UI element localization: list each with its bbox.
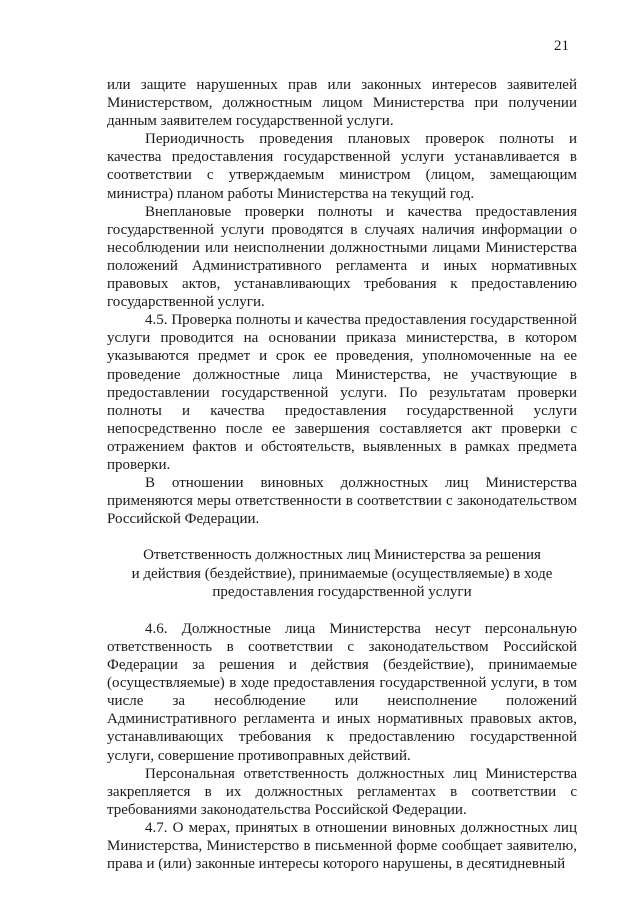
- section-heading-line-3: предоставления государственной услуги: [212, 584, 472, 601]
- paragraph-unscheduled-checks: Внеплановые проверки полноты и качества предоставления государственной услуги проводятся в случаях наличия информации о несоблюдении или неисполнении должностными лицами Министерства положений Административного регламента и иных нормативных правовых актов, устанавливающих требования к предоставлению государственной услуги.: [107, 203, 577, 311]
- paragraph-personal-responsibility: Персональная ответственность должностных лиц Министерства закрепляется в их должностных регламентах в соответствии с требованиями законодательства Российской Федерации.: [107, 765, 577, 818]
- paragraph-4-7: 4.7. О мерах, принятых в отношении виновных должностных лиц Министерства, Министерство в письменной форме сообщает заявителю, права и (или) законные интересы которого нарушены, в десятидневный: [107, 819, 577, 873]
- paragraph-periodicity: Периодичность проведения плановых проверок полноты и качества предоставления государственной услуги устанавливается в соответствии с утверждаемым министром (лицом, замещающим министра) планом работы Министерства на текущий год.: [107, 131, 577, 202]
- paragraph-4-6: 4.6. Должностные лица Министерства несут персональную ответственность в соответствии с законодательством Российской Федерации за решения и действия (бездействие), принимаемые (осуществляемые) в ходе предоставления государственной услуги, в том числе за несоблюдение или неисполнение положений Административного регламента и иных нормативных правовых актов, устанавливающих требования к предоставлению государственной услуги, совершение противоправных действий.: [107, 620, 577, 764]
- document-body: [107, 76, 577, 873]
- page-number: 21: [554, 38, 569, 54]
- paragraph-4-5: 4.5. Проверка полноты и качества предоставления государственной услуги проводится на основании приказа министерства, в котором указываются предмет и срок ее проведения, уполномоченные на ее проведение должностные лица Министерства, не участвующие в предоставлении государственной услуги. По результатам проверки полноты и качества предоставления государственной услуги непосредственно после ее завершения составляется акт проверки с отражением фактов и обстоятельств, выявленных в рамках предмета проверки.: [107, 312, 577, 473]
- section-heading: [107, 546, 577, 602]
- paragraph-continuation: или защите нарушенных прав или законных интересов заявителей Министерством, должностным лицом Министерства при получении данным заявителем государственной услуги.: [107, 77, 577, 130]
- paragraph-liability-measures: В отношении виновных должностных лиц Министерства применяются меры ответственности в соответствии с законодательством Российской Федерации.: [107, 475, 577, 528]
- section-heading-line-1: Ответственность должностных лиц Министерства за решения: [143, 547, 541, 564]
- section-heading-line-2: и действия (бездействие), принимаемые (осуществляемые) в ходе: [131, 565, 553, 582]
